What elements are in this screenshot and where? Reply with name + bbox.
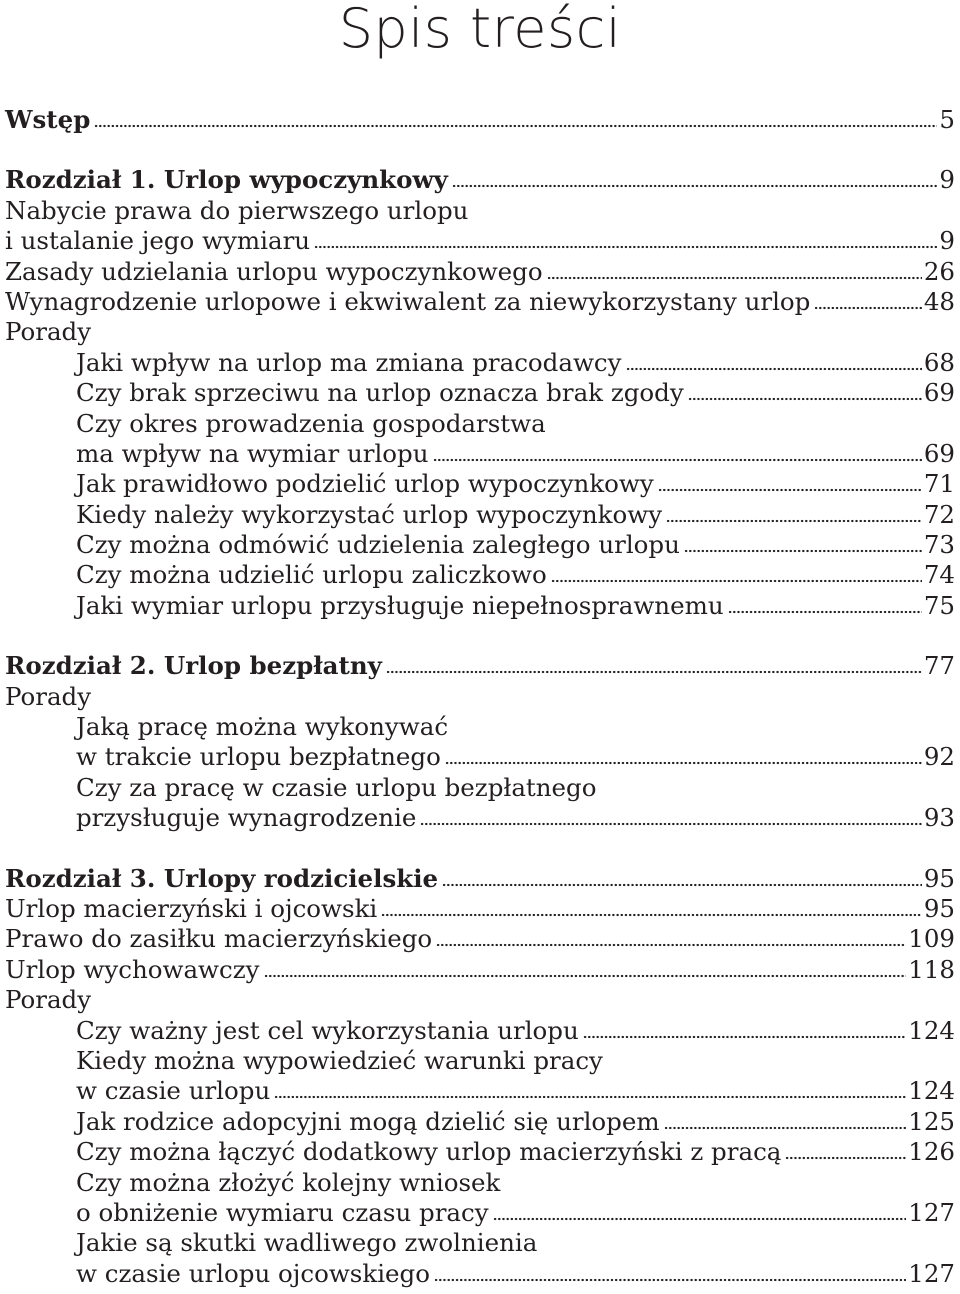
toc-entry-line <box>5 712 955 742</box>
toc-entry[interactable] <box>5 439 955 469</box>
toc-entry-label: w trakcie urlopu bezpłatnego <box>76 742 441 772</box>
toc-page-number: 125 <box>908 1106 955 1136</box>
toc-entry-label: Rozdział 3. Urlopy rodzicielskie <box>5 863 439 893</box>
toc-page-number: 69 <box>923 438 955 468</box>
dot-leader <box>264 971 907 978</box>
toc-entry[interactable] <box>5 287 955 317</box>
dot-leader <box>547 273 922 280</box>
dot-leader <box>626 364 922 371</box>
toc-entry[interactable] <box>5 591 955 621</box>
toc-entry-label: Czy można łączyć dodatkowy urlop macierzyński z pracą <box>76 1137 782 1167</box>
toc-page-number: 124 <box>908 1076 955 1106</box>
dot-leader <box>445 758 922 765</box>
toc-entry[interactable] <box>5 226 955 256</box>
toc-entry-label: Porady <box>5 317 92 347</box>
toc-entry-line <box>5 317 955 347</box>
toc-entry-label: Nabycie prawa do pierwszego urlopu <box>5 195 469 225</box>
toc-entry[interactable] <box>5 1016 955 1046</box>
toc-chapter-entry[interactable] <box>5 105 955 135</box>
toc-entry-label: Jak prawidłowo podzielić urlop wypoczynkowy <box>76 469 654 499</box>
toc-entry-line <box>5 1228 955 1258</box>
toc-entry-label: Zasady udzielania urlopu wypoczynkowego <box>5 256 543 286</box>
dot-leader <box>433 455 922 462</box>
toc-entry-label: Czy brak sprzeciwu na urlop oznacza brak zgody <box>76 378 684 408</box>
toc-page-number: 72 <box>923 499 955 529</box>
toc-page-number: 75 <box>923 590 955 620</box>
toc-entry-label: Kiedy można wypowiedzieć warunki pracy <box>76 1045 603 1075</box>
toc-page-number: 5 <box>939 105 955 134</box>
toc-entry-label: Czy można odmówić udzielenia zaległego urlopu <box>76 530 680 560</box>
dot-leader <box>785 1153 906 1160</box>
toc-page-number: 26 <box>923 256 955 286</box>
toc-entry-label: Czy okres prowadzenia gospodarstwa <box>76 408 546 438</box>
toc-entry[interactable] <box>5 924 955 954</box>
toc-entry-label: Rozdział 2. Urlop bezpłatny <box>5 651 382 681</box>
toc-page-number: 69 <box>923 378 955 408</box>
toc-entry[interactable] <box>5 1137 955 1167</box>
toc-entry-line <box>5 409 955 439</box>
toc-entry-line <box>5 196 955 226</box>
toc-entry-label: o obniżenie wymiaru czasu pracy <box>76 1197 489 1227</box>
toc-chapter-entry[interactable] <box>5 165 955 195</box>
dot-leader <box>664 1123 907 1130</box>
toc-page-number: 68 <box>923 347 955 377</box>
toc-entry-label: Rozdział 1. Urlop wypoczynkowy <box>5 165 448 195</box>
toc-entry-label: Jaki wpływ na urlop ma zmiana pracodawcy <box>76 347 622 377</box>
toc-page-number: 77 <box>923 651 955 681</box>
toc-entry-label: Prawo do zasiłku macierzyńskiego <box>5 924 433 954</box>
toc-page-number: 95 <box>923 863 955 893</box>
toc-entry-label: Czy ważny jest cel wykorzystania urlopu <box>76 1015 579 1045</box>
toc-entry[interactable] <box>5 1198 955 1228</box>
toc-page-number: 127 <box>908 1197 955 1227</box>
dot-leader <box>381 910 922 917</box>
toc-page-number: 109 <box>908 924 955 954</box>
toc-entry[interactable] <box>5 530 955 560</box>
page-title: Spis treści <box>338 0 622 60</box>
toc-entry-label: w czasie urlopu <box>76 1076 271 1106</box>
toc-entry-label: Jakie są skutki wadliwego zwolnienia <box>76 1228 538 1258</box>
toc-entry-line <box>5 1046 955 1076</box>
toc-entry[interactable] <box>5 742 955 772</box>
toc-entry[interactable] <box>5 1107 955 1137</box>
dot-leader <box>442 880 922 887</box>
toc-entry-label: Czy można złożyć kolejny wniosek <box>76 1167 501 1197</box>
dot-leader <box>666 516 922 523</box>
toc-entry[interactable] <box>5 500 955 530</box>
toc-entry-line <box>5 985 955 1015</box>
toc-page-number: 9 <box>939 226 955 256</box>
toc-entry-label: przysługuje wynagrodzenie <box>76 803 417 833</box>
toc-entry-label: Jak rodzice adopcyjni mogą dzielić się urlopem <box>76 1106 660 1136</box>
dot-leader <box>94 121 937 128</box>
toc-entry[interactable] <box>5 560 955 590</box>
toc-entry-label: w czasie urlopu ojcowskiego <box>76 1258 430 1288</box>
toc-entry-label: Czy można udzielić urlopu zaliczkowo <box>76 560 547 590</box>
dot-leader <box>386 667 922 674</box>
toc-entry-label: ma wpływ na wymiar urlopu <box>76 438 429 468</box>
dot-leader <box>436 940 906 947</box>
toc-page-number: 93 <box>923 803 955 833</box>
dot-leader <box>583 1032 906 1039</box>
toc-entry-label: Kiedy należy wykorzystać urlop wypoczynkowy <box>76 499 663 529</box>
toc-page-number: 126 <box>908 1137 955 1167</box>
toc-entry[interactable] <box>5 803 955 833</box>
toc-entry-label: Urlop macierzyński i ojcowski <box>5 893 378 923</box>
toc-entry-label: Wynagrodzenie urlopowe i ekwiwalent za niewykorzystany urlop <box>5 286 811 316</box>
toc-entry-label: Jaki wymiar urlopu przysługuje niepełnosprawnemu <box>76 590 724 620</box>
toc-page-number: 71 <box>923 469 955 499</box>
toc-entry-line <box>5 773 955 803</box>
toc-entry-label: Urlop wychowawczy <box>5 954 260 984</box>
dot-leader <box>452 181 938 188</box>
toc-page-number: 73 <box>923 530 955 560</box>
dot-leader <box>684 546 922 553</box>
toc-entry-label: Porady <box>5 985 92 1015</box>
dot-leader <box>814 303 921 310</box>
dot-leader <box>314 242 937 249</box>
toc-entry-line <box>5 1168 955 1198</box>
toc-page-number: 118 <box>908 954 955 984</box>
toc-page-number: 9 <box>939 165 955 195</box>
toc-entry[interactable] <box>5 1076 955 1106</box>
toc-page-number: 127 <box>908 1258 955 1288</box>
toc-page-number: 124 <box>908 1015 955 1045</box>
toc-chapter-entry[interactable] <box>5 651 955 681</box>
dot-leader <box>551 576 922 583</box>
toc-entry-label: i ustalanie jego wymiaru <box>5 226 311 256</box>
toc-page-number: 74 <box>923 560 955 590</box>
toc-entry[interactable] <box>5 469 955 499</box>
toc-entry-label: Porady <box>5 681 92 711</box>
dot-leader <box>420 819 921 826</box>
toc-page-number: 95 <box>923 893 955 923</box>
dot-leader <box>728 607 922 614</box>
toc-entry-label: Jaką pracę można wykonywać <box>76 712 449 742</box>
toc-entry[interactable] <box>5 257 955 287</box>
toc-page-number: 48 <box>923 286 955 316</box>
toc-entry[interactable] <box>5 894 955 924</box>
toc-entry[interactable] <box>5 378 955 408</box>
toc-chapter-entry[interactable] <box>5 864 955 894</box>
table-of-contents <box>5 105 955 1289</box>
toc-entry-label: Wstęp <box>5 105 91 134</box>
dot-leader <box>493 1214 907 1221</box>
toc-entry[interactable] <box>5 1259 955 1289</box>
dot-leader <box>434 1275 906 1282</box>
toc-entry-label: Czy za pracę w czasie urlopu bezpłatnego <box>76 772 597 802</box>
dot-leader <box>688 394 922 401</box>
dot-leader <box>274 1092 906 1099</box>
toc-page-number: 92 <box>923 742 955 772</box>
toc-entry[interactable] <box>5 955 955 985</box>
toc-entry-line <box>5 682 955 712</box>
dot-leader <box>658 485 922 492</box>
toc-entry[interactable] <box>5 348 955 378</box>
